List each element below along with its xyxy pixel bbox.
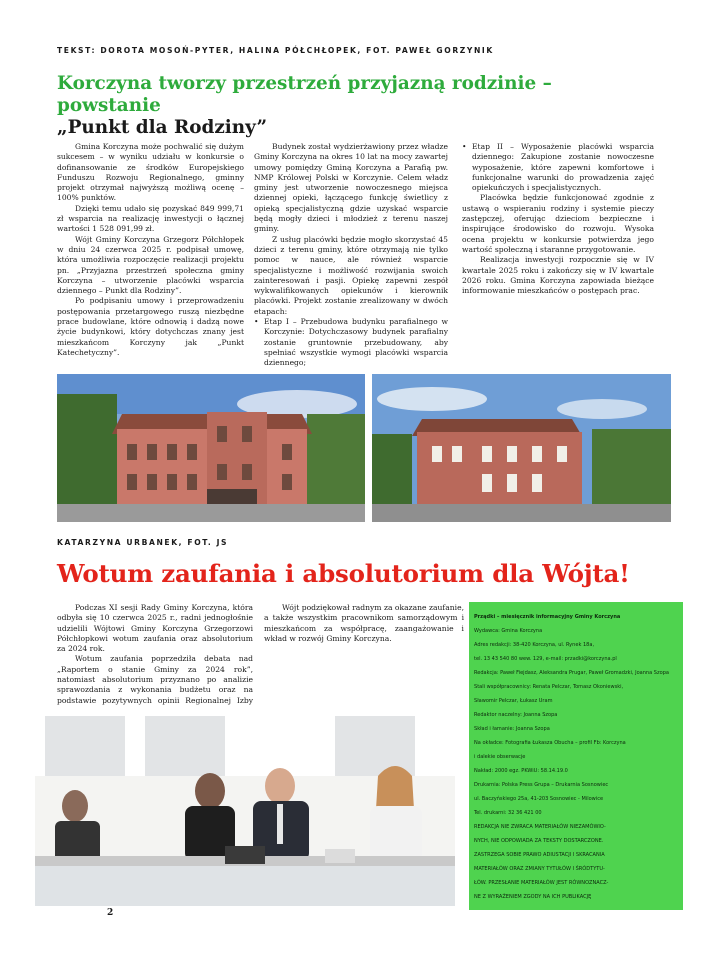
paragraph: Podczas XI sesji Rady Gminy Korczyna, która odbyła się 10 czerwca 2025 r., radni jednogłośnie udzielili Wójtowi Gminy Korczyna Grzegorzowi Półchłopkowi wotum zaufania oraz absolutorium za 2024 rok. <box>57 603 253 654</box>
masthead-line: Drukarnia: Polska Press Grupa – Drukarnia Sosnowiec <box>474 782 609 788</box>
article1-title <box>57 73 657 139</box>
masthead-line: Sławomir Pelczar, Łukasz Uram <box>474 698 553 704</box>
masthead-line: REDAKCJA NIE ZWRACA MATERIAŁÓW NIEZAMÓWIO- <box>474 824 606 830</box>
masthead-line: Stali współpracownicy: Renata Pelczar, Tomasz Okoniewski, <box>474 684 624 690</box>
masthead-line: NYCH, NIE ODPOWIADA ZA TEKSTY DOSTARCZONE. <box>474 838 604 844</box>
paragraph: Po podpisaniu umowy i przeprowadzeniu postępowania przetargowego ruszą niezbędne prace budowlane, które odnowią i dadzą nowe życie budynkowi, który dotychczas znany jest mieszkańcom Korczyny jak „Punkt Katechetyczny”. <box>57 296 244 357</box>
article2-title: Wotum zaufania i absolutorium dla Wójta! <box>57 559 630 588</box>
article1-column-2 <box>254 142 448 369</box>
paragraph: Dzięki temu udało się pozyskać 849 999,71 zł wsparcia na realizację inwestycji o łącznej wartości 1 528 091,99 zł. <box>57 203 244 234</box>
article1-column-3 <box>462 142 654 296</box>
page-number: 2 <box>107 908 114 918</box>
paragraph: Placówka będzie funkcjonować zgodnie z ustawą o wspieraniu rodziny i systemie pieczy zastępczej, oferując dzieciom bezpieczne i inspirujące środowisko do rozwoju. Wysoka ocena projektu w konkursie potwierdza jego wartość społeczną i staranne przygotowanie. <box>462 193 654 254</box>
masthead-line: NE Z WYRAŻENIEM ZGODY NA ICH PUBLIKACJĘ <box>474 894 592 900</box>
masthead-line: ŁÓW. PRZESŁANIE MATERIAŁÓW JEST RÓWNOZNACZ- <box>474 880 609 886</box>
masthead-line: Prządki – miesięcznik informacyjny Gminy Korczyna <box>474 614 621 620</box>
building-photo-front <box>57 374 365 522</box>
masthead-line: Redaktor naczelny: Joanna Szopa <box>474 712 558 718</box>
list-item: • Etap II – Wyposażenie placówki wsparcia dziennego: Zakupione zostanie nowoczesne wyposażenie, które zapewni komfortowe i funkcjonalne warunki do prowadzenia zajęć opiekuńczych i specjalistycznych. <box>462 142 654 193</box>
article2-credit: KATARZYNA URBANEK, FOT. JS <box>57 538 229 547</box>
article1-credit: TEKST: DOROTA MOSOŃ-PYTER, HALINA PÓŁCHŁOPEK, FOT. PAWEŁ GORZYNIK <box>57 46 494 55</box>
masthead-line: Na okładce: Fotografia Łukasza Obucha – profil Fb: Korczyna <box>474 740 626 746</box>
list-item: • Etap I – Przebudowa budynku parafialnego w Korczynie: Dotychczasowy budynek parafialny zostanie gruntownie przebudowany, aby spełniać wszystkie wymogi placówki wsparcia dziennego; <box>254 317 448 368</box>
masthead-line: Tel. drukarni: 32 36 421 00 <box>474 810 542 816</box>
building-photo-side <box>372 374 671 522</box>
council-session-photo <box>35 706 455 906</box>
masthead-line: Adres redakcji: 38-420 Korczyna, ul. Rynek 18a, <box>474 642 595 648</box>
building-photo-side-image <box>372 374 671 522</box>
masthead-line: Nakład: 2000 egz. PKWiU: 58.14.19.0 <box>474 768 568 774</box>
paragraph: Wotum zaufania poprzedziła debata nad „Raportem o stanie Gminy za 2024 rok”, natomiast absolutorium przyznano po analizie sprawozdania z wykonania budżetu oraz na podstawie pozytywnych opinii Regionalnej Izby <box>57 654 253 705</box>
masthead-line: ZASTRZEGA SOBIE PRAWO ADIUSTACJI I SKRACANIA <box>474 852 605 858</box>
article2-column-2 <box>264 603 464 644</box>
masthead-line: tel. 13 43 540 80 wew. 129, e-mail: przadki@korczyna.pl <box>474 656 617 662</box>
masthead-line: Redakcja: Paweł Fiejdasz, Aleksandra Prugar, Paweł Gromadzki, Joanna Szopa <box>474 670 669 676</box>
article1-column-1 <box>57 142 244 358</box>
masthead-line: i dalekie obserwacje <box>474 754 526 760</box>
paragraph: Budynek został wydzierżawiony przez władze Gminy Korczyna na okres 10 lat na mocy zawartej umowy pomiędzy Gminą Korczyna a Parafią pw. NMP Królowej Polski w Korczynie. Celem władz gminy jest utworzenie nowoczesnego miejsca dziennej opieki, łączącego funkcję świetlicy z opieką specjalistyczną gdzie uzyskać wsparcie będą mogły dzieci i młodzież z terenu naszej gminy. <box>254 142 448 234</box>
masthead-line: ul. Baczyńskiego 25a, 41-203 Sosnowiec - Milowice <box>474 796 604 802</box>
building-photo-front-image <box>57 374 365 522</box>
masthead-line: MATERIAŁÓW ORAZ ZMIANY TYTUŁÓW I ŚRÓDTYTU- <box>474 866 605 872</box>
council-session-photo-image <box>35 706 455 906</box>
paragraph: Z usług placówki będzie mogło skorzystać 45 dzieci z terenu gminy, które otrzymają nie tylko pomoc w nauce, ale również wsparcie specjalistyczne i możliwość rozwijania swoich zainteresowań i pasji. Opiekę zapewni zespół wykwalifikowanych opiekunów i kierownik placówki. Projekt zostanie zrealizowany w dwóch etapach: <box>254 234 448 316</box>
paragraph: Wójt podziękował radnym za okazane zaufanie, a także wszystkim pracownikom samorządowym i mieszkańcom za współpracę, zaangażowanie i wkład w rozwój Gminy Korczyna. <box>264 603 464 643</box>
paragraph: Gmina Korczyna może pochwalić się dużym sukcesem – w wyniku udziału w konkursie o dofinansowanie ze środków Europejskiego Funduszu Rozwoju Regionalnego, gminny projekt otrzymał najwyższą możliwą ocenę – 100% punktów. <box>57 142 244 203</box>
masthead-line: Wydawca: Gmina Korczyna <box>474 628 543 634</box>
article2-column-1 <box>57 603 253 716</box>
article1-title-line2: „Punkt dla Rodziny” <box>57 117 268 138</box>
masthead-line: Skład i łamanie: Joanna Szopa <box>474 726 550 732</box>
paragraph: Realizacja inwestycji rozpocznie się w IV kwartale 2025 roku i zakończy się w IV kwartale 2026 roku. Gmina Korczyna zapowiada bieżące informowanie mieszkańców o postępach prac. <box>462 255 654 296</box>
article1-title-line1: Korczyna tworzy przestrzeń przyjazną rodzinie – powstanie <box>57 73 552 116</box>
masthead-infobox <box>469 602 683 910</box>
paragraph: Wójt Gminy Korczyna Grzegorz Półchłopek w dniu 24 czerwca 2025 r. podpisał umowę, która umożliwia rozpoczęcie realizacji projektu pn. „Przyjazna przestrzeń społeczna gminy Korczyna – utworzenie placówki wsparcia dziennego – Punkt dla Rodziny”. <box>57 234 244 296</box>
